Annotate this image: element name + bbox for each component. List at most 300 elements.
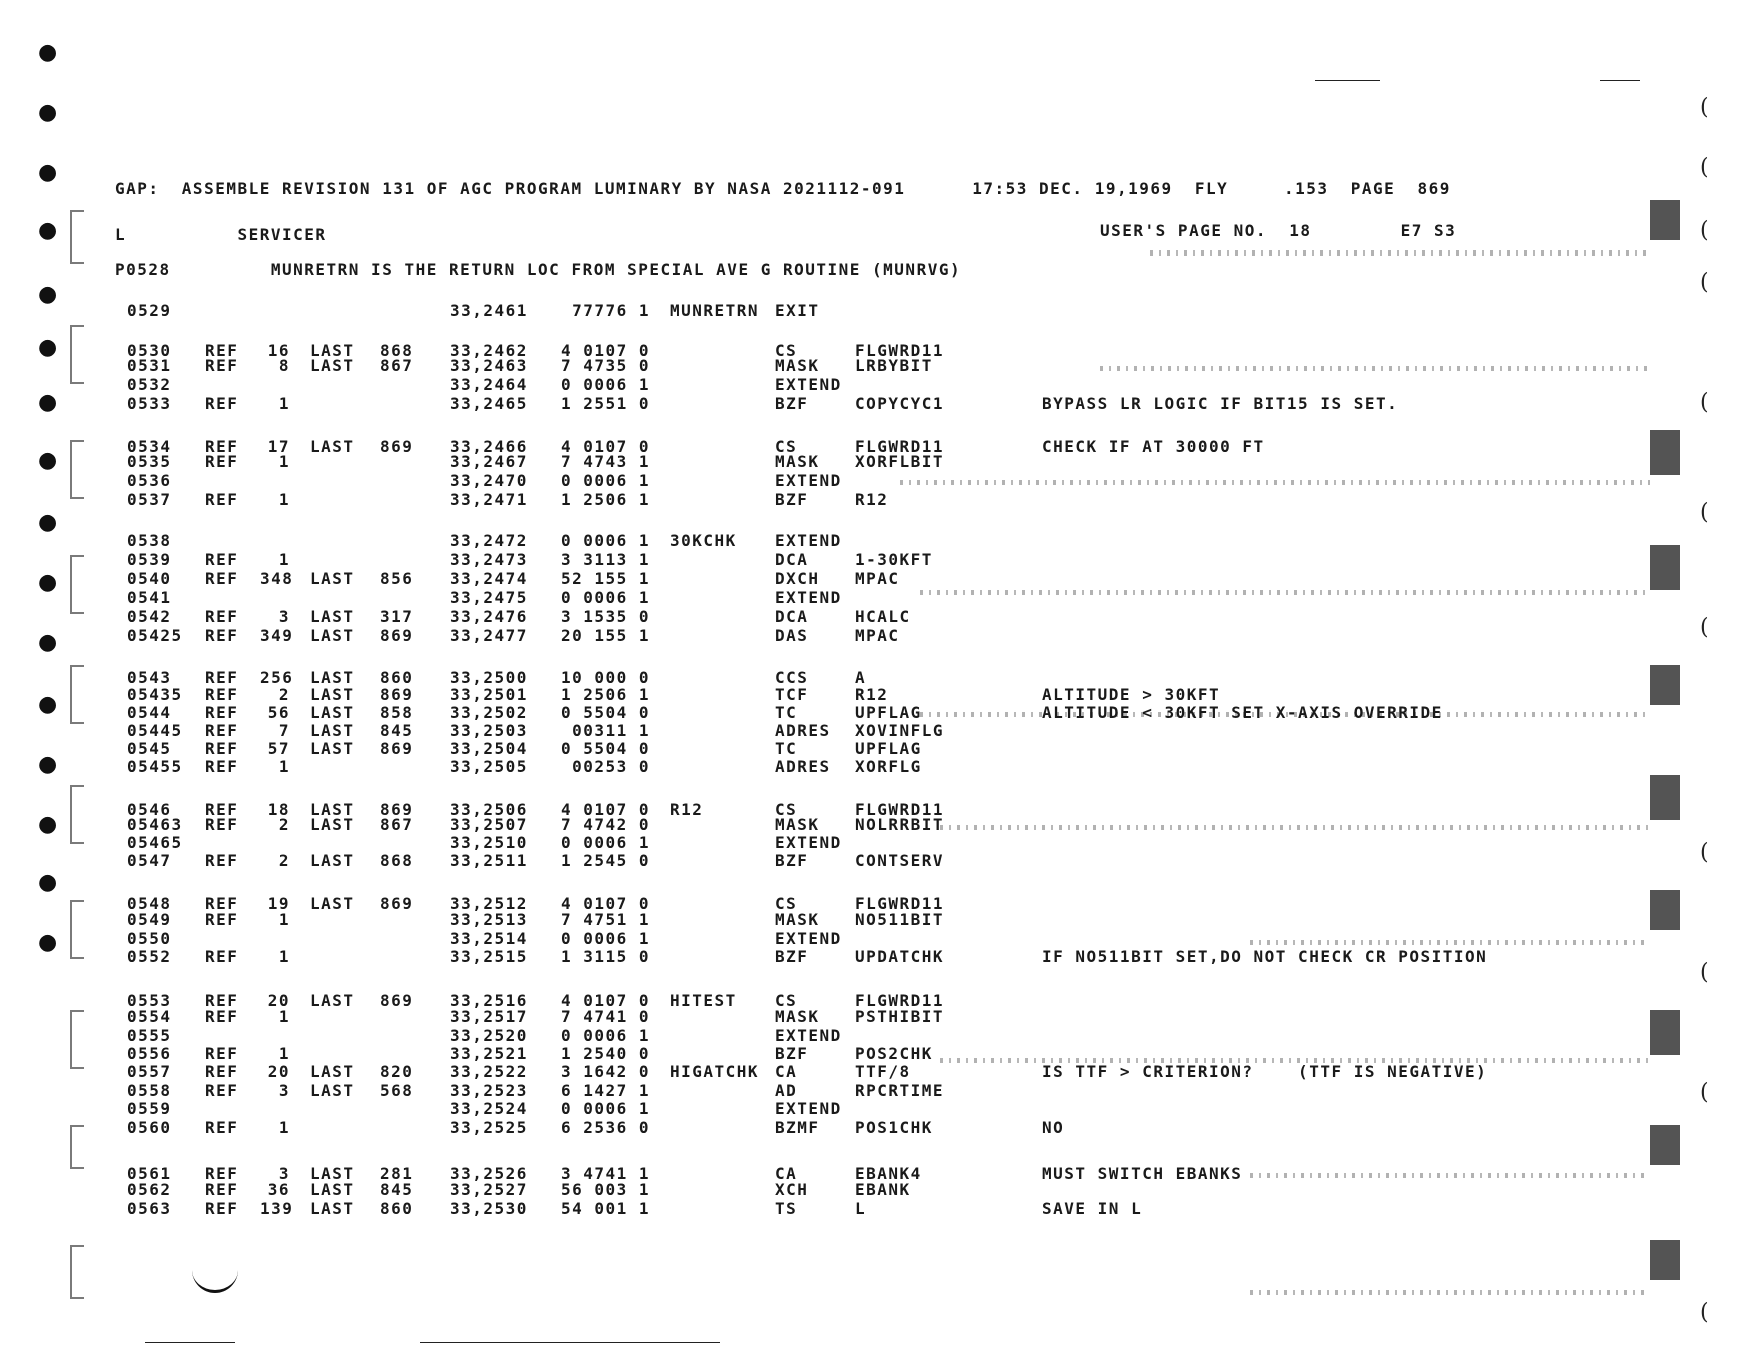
binder-hole-mark: ●: [38, 510, 58, 535]
listing-cell-op: CA: [775, 1164, 798, 1183]
listing-cell-ref: REF: [205, 894, 239, 913]
listing-cell-op: XCH: [775, 1180, 809, 1199]
listing-cell-code: 0 0006 1: [560, 375, 650, 394]
listing-cell-comment: MUST SWITCH EBANKS: [1042, 1164, 1243, 1183]
listing-cell-addr: 33,2510: [450, 833, 528, 852]
listing-cell-addr: 33,2475: [450, 588, 528, 607]
listing-cell-operand: UPFLAG: [855, 739, 922, 758]
routine-comment-line: P0528 MUNRETRN IS THE RETURN LOC FROM SPECIAL AVE G ROUTINE (MUNRVG): [115, 260, 962, 279]
listing-cell-ref: REF: [205, 991, 239, 1010]
listing-cell-last: LAST: [310, 668, 355, 687]
listing-cell-lpg: 869: [380, 800, 414, 819]
listing-cell-op: BZF: [775, 394, 809, 413]
binder-hole-mark: ●: [38, 390, 58, 415]
listing-cell-lpg: 869: [380, 626, 414, 645]
right-margin-mark: (: [1700, 1080, 1709, 1105]
listing-cell-cnt: 1: [278, 394, 290, 413]
listing-cell-addr: 33,2471: [450, 490, 528, 509]
listing-cell-ref: REF: [205, 1007, 239, 1026]
listing-cell-lpg: 860: [380, 1199, 414, 1218]
listing-cell-num: 0553: [127, 991, 172, 1010]
listing-cell-addr: 33,2470: [450, 471, 528, 490]
listing-cell-operand: XORFLG: [855, 757, 922, 776]
listing-cell-op: ADRES: [775, 721, 831, 740]
listing-cell-ref: REF: [205, 721, 239, 740]
listing-cell-num: 0529: [127, 301, 172, 320]
listing-cell-code: 6 2536 0: [560, 1118, 650, 1137]
listing-cell-addr: 33,2526: [450, 1164, 528, 1183]
listing-cell-lpg: 869: [380, 894, 414, 913]
listing-cell-lpg: 281: [380, 1164, 414, 1183]
listing-cell-addr: 33,2461: [450, 301, 528, 320]
listing-cell-last: LAST: [310, 1062, 355, 1081]
listing-cell-cnt: 1: [278, 1007, 290, 1026]
listing-cell-num: 0556: [127, 1044, 172, 1063]
listing-cell-lpg: 860: [380, 668, 414, 687]
scan-blot: [1650, 1240, 1680, 1280]
listing-cell-cnt: 2: [278, 815, 290, 834]
listing-cell-ref: REF: [205, 341, 239, 360]
listing-cell-lpg: 856: [380, 569, 414, 588]
listing-cell-op: EXTEND: [775, 375, 842, 394]
listing-cell-code: 0 0006 1: [560, 1099, 650, 1118]
listing-cell-op: CS: [775, 991, 798, 1010]
listing-cell-operand: R12: [855, 490, 889, 509]
listing-cell-op: MASK: [775, 452, 820, 471]
listing-cell-addr: 33,2504: [450, 739, 528, 758]
listing-cell-cnt: 20: [267, 991, 290, 1010]
listing-cell-op: MASK: [775, 815, 820, 834]
listing-cell-addr: 33,2464: [450, 375, 528, 394]
scan-blot: [1650, 1010, 1680, 1055]
listing-cell-addr: 33,2473: [450, 550, 528, 569]
listing-cell-addr: 33,2524: [450, 1099, 528, 1118]
listing-cell-num: 0560: [127, 1118, 172, 1137]
scan-smudge: [900, 480, 1650, 485]
listing-cell-op: DXCH: [775, 569, 820, 588]
listing-cell-addr: 33,2474: [450, 569, 528, 588]
listing-cell-cnt: 56: [267, 703, 290, 722]
listing-cell-ref: REF: [205, 1180, 239, 1199]
margin-bracket: [70, 325, 84, 384]
scan-blot: [1650, 775, 1680, 820]
listing-cell-addr: 33,2516: [450, 991, 528, 1010]
listing-cell-lpg: 868: [380, 851, 414, 870]
listing-cell-code: 4 0107 0: [560, 800, 650, 819]
listing-cell-num: 0552: [127, 947, 172, 966]
listing-cell-addr: 33,2511: [450, 851, 528, 870]
listing-cell-cnt: 36: [267, 1180, 290, 1199]
binder-hole-mark: ●: [38, 870, 58, 895]
listing-cell-cnt: 57: [267, 739, 290, 758]
listing-cell-last: LAST: [310, 991, 355, 1010]
listing-cell-ref: REF: [205, 815, 239, 834]
listing-cell-cnt: 1: [278, 910, 290, 929]
listing-cell-ref: REF: [205, 739, 239, 758]
listing-cell-op: EXTEND: [775, 1026, 842, 1045]
listing-cell-cnt: 1: [278, 757, 290, 776]
listing-cell-num: 0550: [127, 929, 172, 948]
listing-cell-operand: 1-30KFT: [855, 550, 933, 569]
listing-cell-num: 0555: [127, 1026, 172, 1045]
listing-cell-num: 0535: [127, 452, 172, 471]
listing-cell-code: 54 001 1: [560, 1199, 650, 1218]
listing-cell-cnt: 1: [278, 1118, 290, 1137]
listing-cell-num: 0547: [127, 851, 172, 870]
listing-cell-operand: RPCRTIME: [855, 1081, 945, 1100]
listing-cell-operand: L: [855, 1199, 867, 1218]
listing-cell-ref: REF: [205, 685, 239, 704]
scan-blot: [1650, 200, 1680, 240]
listing-header-title: GAP: ASSEMBLE REVISION 131 OF AGC PROGRAM LUMINARY BY NASA 2021112-091 17:53 DEC. 19,1969 FLY .153 PAGE 869: [115, 179, 1451, 198]
scan-smudge: [1250, 1173, 1650, 1178]
listing-cell-operand: FLGWRD11: [855, 800, 945, 819]
listing-cell-op: EXTEND: [775, 833, 842, 852]
listing-cell-operand: HCALC: [855, 607, 911, 626]
listing-cell-ref: REF: [205, 1164, 239, 1183]
listing-cell-last: LAST: [310, 569, 355, 588]
listing-cell-last: LAST: [310, 703, 355, 722]
listing-cell-code: 00253 0: [572, 757, 650, 776]
listing-cell-addr: 33,2503: [450, 721, 528, 740]
listing-cell-ref: REF: [205, 800, 239, 819]
users-page-number: USER'S PAGE NO. 18 E7 S3: [1100, 221, 1457, 240]
listing-cell-operand: LRBYBIT: [855, 356, 933, 375]
right-margin-mark: (: [1700, 95, 1709, 120]
listing-cell-last: LAST: [310, 685, 355, 704]
listing-cell-code: 0 0006 1: [560, 833, 650, 852]
listing-cell-operand: R12: [855, 685, 889, 704]
listing-cell-addr: 33,2476: [450, 607, 528, 626]
listing-cell-last: LAST: [310, 1081, 355, 1100]
listing-cell-op: MASK: [775, 356, 820, 375]
listing-cell-addr: 33,2500: [450, 668, 528, 687]
listing-cell-cnt: 139: [260, 1199, 294, 1218]
listing-cell-ref: REF: [205, 394, 239, 413]
listing-cell-addr: 33,2477: [450, 626, 528, 645]
listing-cell-addr: 33,2467: [450, 452, 528, 471]
listing-cell-addr: 33,2502: [450, 703, 528, 722]
margin-bracket: [70, 1245, 84, 1299]
listing-cell-num: 0545: [127, 739, 172, 758]
listing-cell-addr: 33,2465: [450, 394, 528, 413]
listing-cell-op: EXTEND: [775, 588, 842, 607]
listing-cell-cnt: 348: [260, 569, 294, 588]
listing-cell-cnt: 3: [278, 1164, 290, 1183]
listing-cell-addr: 33,2462: [450, 341, 528, 360]
listing-cell-addr: 33,2525: [450, 1118, 528, 1137]
listing-cell-num: 0532: [127, 375, 172, 394]
margin-bracket: [70, 555, 84, 614]
listing-cell-last: LAST: [310, 437, 355, 456]
margin-bracket: [70, 785, 84, 844]
listing-cell-num: 0559: [127, 1099, 172, 1118]
listing-cell-code: 3 1642 0: [560, 1062, 650, 1081]
listing-cell-last: LAST: [310, 607, 355, 626]
listing-cell-operand: NOLRRBIT: [855, 815, 945, 834]
listing-cell-num: 05455: [127, 757, 183, 776]
listing-cell-code: 56 003 1: [560, 1180, 650, 1199]
listing-cell-code: 3 4741 1: [560, 1164, 650, 1183]
margin-bracket: [70, 1125, 84, 1169]
listing-cell-code: 0 0006 1: [560, 929, 650, 948]
listing-cell-op: EXTEND: [775, 531, 842, 550]
listing-cell-cnt: 1: [278, 550, 290, 569]
binder-hole-mark: ●: [38, 40, 58, 65]
listing-cell-op: CA: [775, 1062, 798, 1081]
listing-cell-operand: PSTHIBIT: [855, 1007, 945, 1026]
listing-cell-addr: 33,2512: [450, 894, 528, 913]
listing-cell-code: 0 0006 1: [560, 1026, 650, 1045]
listing-cell-num: 0544: [127, 703, 172, 722]
listing-cell-code: 1 2506 1: [560, 490, 650, 509]
listing-cell-cnt: 1: [278, 947, 290, 966]
listing-cell-ref: REF: [205, 703, 239, 722]
listing-cell-code: 0 0006 1: [560, 471, 650, 490]
hand-drawn-arc-mark: [192, 1268, 238, 1293]
listing-cell-op: TC: [775, 739, 798, 758]
listing-cell-addr: 33,2520: [450, 1026, 528, 1045]
listing-cell-code: 1 2545 0: [560, 851, 650, 870]
listing-cell-ref: REF: [205, 550, 239, 569]
listing-cell-op: MASK: [775, 1007, 820, 1026]
listing-cell-op: EXIT: [775, 301, 820, 320]
listing-cell-cnt: 7: [278, 721, 290, 740]
listing-cell-op: CS: [775, 800, 798, 819]
right-margin-mark: (: [1700, 1300, 1709, 1325]
listing-cell-num: 0549: [127, 910, 172, 929]
scan-blot: [1650, 430, 1680, 475]
listing-cell-ref: REF: [205, 757, 239, 776]
listing-cell-code: 7 4741 0: [560, 1007, 650, 1026]
scan-smudge: [1100, 366, 1650, 371]
listing-cell-num: 0542: [127, 607, 172, 626]
listing-cell-cnt: 8: [278, 356, 290, 375]
right-margin-mark: (: [1700, 500, 1709, 525]
listing-cell-ref: REF: [205, 1044, 239, 1063]
margin-bracket: [70, 210, 84, 264]
listing-cell-op: AD: [775, 1081, 798, 1100]
listing-cell-operand: EBANK: [855, 1180, 911, 1199]
margin-bracket: [70, 900, 84, 959]
listing-cell-addr: 33,2507: [450, 815, 528, 834]
listing-cell-ref: REF: [205, 626, 239, 645]
listing-cell-ref: REF: [205, 569, 239, 588]
listing-cell-code: 20 155 1: [560, 626, 650, 645]
listing-cell-code: 0 5504 0: [560, 703, 650, 722]
listing-cell-op: DAS: [775, 626, 809, 645]
right-margin-mark: (: [1700, 155, 1709, 180]
listing-cell-comment: NO: [1042, 1118, 1065, 1137]
listing-cell-code: 0 5504 0: [560, 739, 650, 758]
listing-cell-label: R12: [670, 800, 704, 819]
listing-cell-code: 1 3115 0: [560, 947, 650, 966]
listing-cell-last: LAST: [310, 1164, 355, 1183]
listing-cell-op: ADRES: [775, 757, 831, 776]
listing-cell-op: BZF: [775, 490, 809, 509]
listing-cell-operand: A: [855, 668, 867, 687]
listing-cell-addr: 33,2530: [450, 1199, 528, 1218]
listing-cell-num: 05463: [127, 815, 183, 834]
listing-cell-last: LAST: [310, 739, 355, 758]
bottom-edge-line: [420, 1342, 720, 1343]
margin-bracket: [70, 665, 84, 724]
listing-cell-operand: XORFLBIT: [855, 452, 945, 471]
listing-cell-addr: 33,2472: [450, 531, 528, 550]
listing-cell-num: 0543: [127, 668, 172, 687]
scan-blot: [1650, 545, 1680, 590]
listing-cell-code: 7 4751 1: [560, 910, 650, 929]
listing-cell-comment: BYPASS LR LOGIC IF BIT15 IS SET.: [1042, 394, 1399, 413]
listing-cell-operand: NO511BIT: [855, 910, 945, 929]
listing-cell-last: LAST: [310, 894, 355, 913]
listing-cell-code: 4 0107 0: [560, 437, 650, 456]
listing-cell-addr: 33,2527: [450, 1180, 528, 1199]
listing-cell-addr: 33,2514: [450, 929, 528, 948]
listing-cell-comment: ALTITUDE < 30KFT SET X-AXIS OVERRIDE: [1042, 703, 1443, 722]
listing-cell-label: HITEST: [670, 991, 737, 1010]
listing-cell-label: MUNRETRN: [670, 301, 760, 320]
margin-bracket: [70, 1010, 84, 1069]
scan-smudge: [1250, 1290, 1650, 1295]
listing-cell-cnt: 2: [278, 685, 290, 704]
listing-cell-code: 3 1535 0: [560, 607, 650, 626]
listing-cell-ref: REF: [205, 437, 239, 456]
listing-cell-addr: 33,2463: [450, 356, 528, 375]
listing-cell-code: 10 000 0: [560, 668, 650, 687]
listing-cell-operand: UPFLAG: [855, 703, 922, 722]
listing-cell-num: 0540: [127, 569, 172, 588]
listing-cell-op: TC: [775, 703, 798, 722]
listing-cell-addr: 33,2506: [450, 800, 528, 819]
scan-smudge: [920, 590, 1650, 595]
listing-cell-addr: 33,2517: [450, 1007, 528, 1026]
listing-cell-op: MASK: [775, 910, 820, 929]
log-section-name: L SERVICER: [115, 225, 327, 244]
listing-cell-code: 0 0006 1: [560, 588, 650, 607]
listing-cell-num: 05445: [127, 721, 183, 740]
listing-cell-cnt: 1: [278, 490, 290, 509]
listing-cell-operand: FLGWRD11: [855, 894, 945, 913]
listing-cell-cnt: 256: [260, 668, 294, 687]
listing-cell-last: LAST: [310, 815, 355, 834]
listing-cell-lpg: 869: [380, 739, 414, 758]
right-margin-mark: (: [1700, 218, 1709, 243]
listing-cell-num: 0558: [127, 1081, 172, 1100]
top-edge-line: [1600, 80, 1640, 81]
listing-cell-num: 0548: [127, 894, 172, 913]
listing-cell-code: 3 3113 1: [560, 550, 650, 569]
listing-cell-op: BZF: [775, 1044, 809, 1063]
binder-hole-mark: ●: [38, 930, 58, 955]
listing-cell-num: 0534: [127, 437, 172, 456]
listing-cell-operand: POS1CHK: [855, 1118, 933, 1137]
listing-cell-num: 0536: [127, 471, 172, 490]
listing-cell-cnt: 3: [278, 607, 290, 626]
listing-cell-addr: 33,2501: [450, 685, 528, 704]
right-margin-mark: (: [1700, 270, 1709, 295]
listing-cell-ref: REF: [205, 1081, 239, 1100]
listing-cell-last: LAST: [310, 800, 355, 819]
listing-cell-num: 0530: [127, 341, 172, 360]
listing-cell-num: 0533: [127, 394, 172, 413]
binder-hole-mark: ●: [38, 448, 58, 473]
listing-cell-cnt: 349: [260, 626, 294, 645]
listing-cell-code: 52 155 1: [560, 569, 650, 588]
binder-hole-mark: ●: [38, 218, 58, 243]
listing-cell-lpg: 867: [380, 815, 414, 834]
listing-cell-lpg: 845: [380, 721, 414, 740]
listing-cell-lpg: 869: [380, 685, 414, 704]
listing-cell-ref: REF: [205, 356, 239, 375]
binder-hole-mark: ●: [38, 752, 58, 777]
scan-smudge: [1150, 250, 1650, 256]
listing-cell-addr: 33,2513: [450, 910, 528, 929]
listing-cell-label: HIGATCHK: [670, 1062, 760, 1081]
listing-cell-code: 1 2551 0: [560, 394, 650, 413]
listing-cell-operand: MPAC: [855, 569, 900, 588]
scan-blot: [1650, 1125, 1680, 1165]
margin-bracket: [70, 440, 84, 499]
right-margin-mark: (: [1700, 960, 1709, 985]
listing-cell-lpg: 869: [380, 437, 414, 456]
listing-cell-num: 0561: [127, 1164, 172, 1183]
listing-cell-op: CCS: [775, 668, 809, 687]
bottom-edge-line: [145, 1342, 235, 1343]
listing-cell-lpg: 845: [380, 1180, 414, 1199]
listing-cell-num: 0531: [127, 356, 172, 375]
listing-cell-code: 77776 1: [572, 301, 650, 320]
listing-cell-addr: 33,2466: [450, 437, 528, 456]
top-edge-line: [1315, 80, 1380, 81]
listing-cell-last: LAST: [310, 1180, 355, 1199]
scan-smudge: [1250, 940, 1650, 945]
listing-cell-num: 0562: [127, 1180, 172, 1199]
listing-cell-code: 7 4743 1: [560, 452, 650, 471]
listing-cell-label: 30KCHK: [670, 531, 737, 550]
listing-cell-operand: COPYCYC1: [855, 394, 945, 413]
listing-cell-op: BZF: [775, 947, 809, 966]
listing-cell-ref: REF: [205, 607, 239, 626]
listing-cell-num: 0537: [127, 490, 172, 509]
listing-cell-comment: ALTITUDE > 30KFT: [1042, 685, 1221, 704]
listing-cell-code: 0 0006 1: [560, 531, 650, 550]
listing-cell-op: EXTEND: [775, 1099, 842, 1118]
right-margin-mark: (: [1700, 840, 1709, 865]
binder-hole-mark: ●: [38, 160, 58, 185]
listing-cell-op: EXTEND: [775, 471, 842, 490]
listing-cell-comment: SAVE IN L: [1042, 1199, 1143, 1218]
listing-cell-lpg: 820: [380, 1062, 414, 1081]
listing-cell-comment: IS TTF > CRITERION? (TTF IS NEGATIVE): [1042, 1062, 1488, 1081]
listing-cell-cnt: 20: [267, 1062, 290, 1081]
listing-cell-operand: EBANK4: [855, 1164, 922, 1183]
listing-cell-ref: REF: [205, 1118, 239, 1137]
listing-cell-lpg: 868: [380, 341, 414, 360]
listing-cell-last: LAST: [310, 356, 355, 375]
listing-cell-code: 7 4742 0: [560, 815, 650, 834]
listing-cell-last: LAST: [310, 721, 355, 740]
listing-cell-cnt: 3: [278, 1081, 290, 1100]
listing-cell-num: 05425: [127, 626, 183, 645]
listing-cell-num: 05465: [127, 833, 183, 852]
scan-smudge: [940, 825, 1650, 830]
listing-cell-code: 7 4735 0: [560, 356, 650, 375]
listing-cell-addr: 33,2522: [450, 1062, 528, 1081]
listing-cell-op: EXTEND: [775, 929, 842, 948]
listing-cell-lpg: 858: [380, 703, 414, 722]
listing-cell-operand: FLGWRD11: [855, 437, 945, 456]
